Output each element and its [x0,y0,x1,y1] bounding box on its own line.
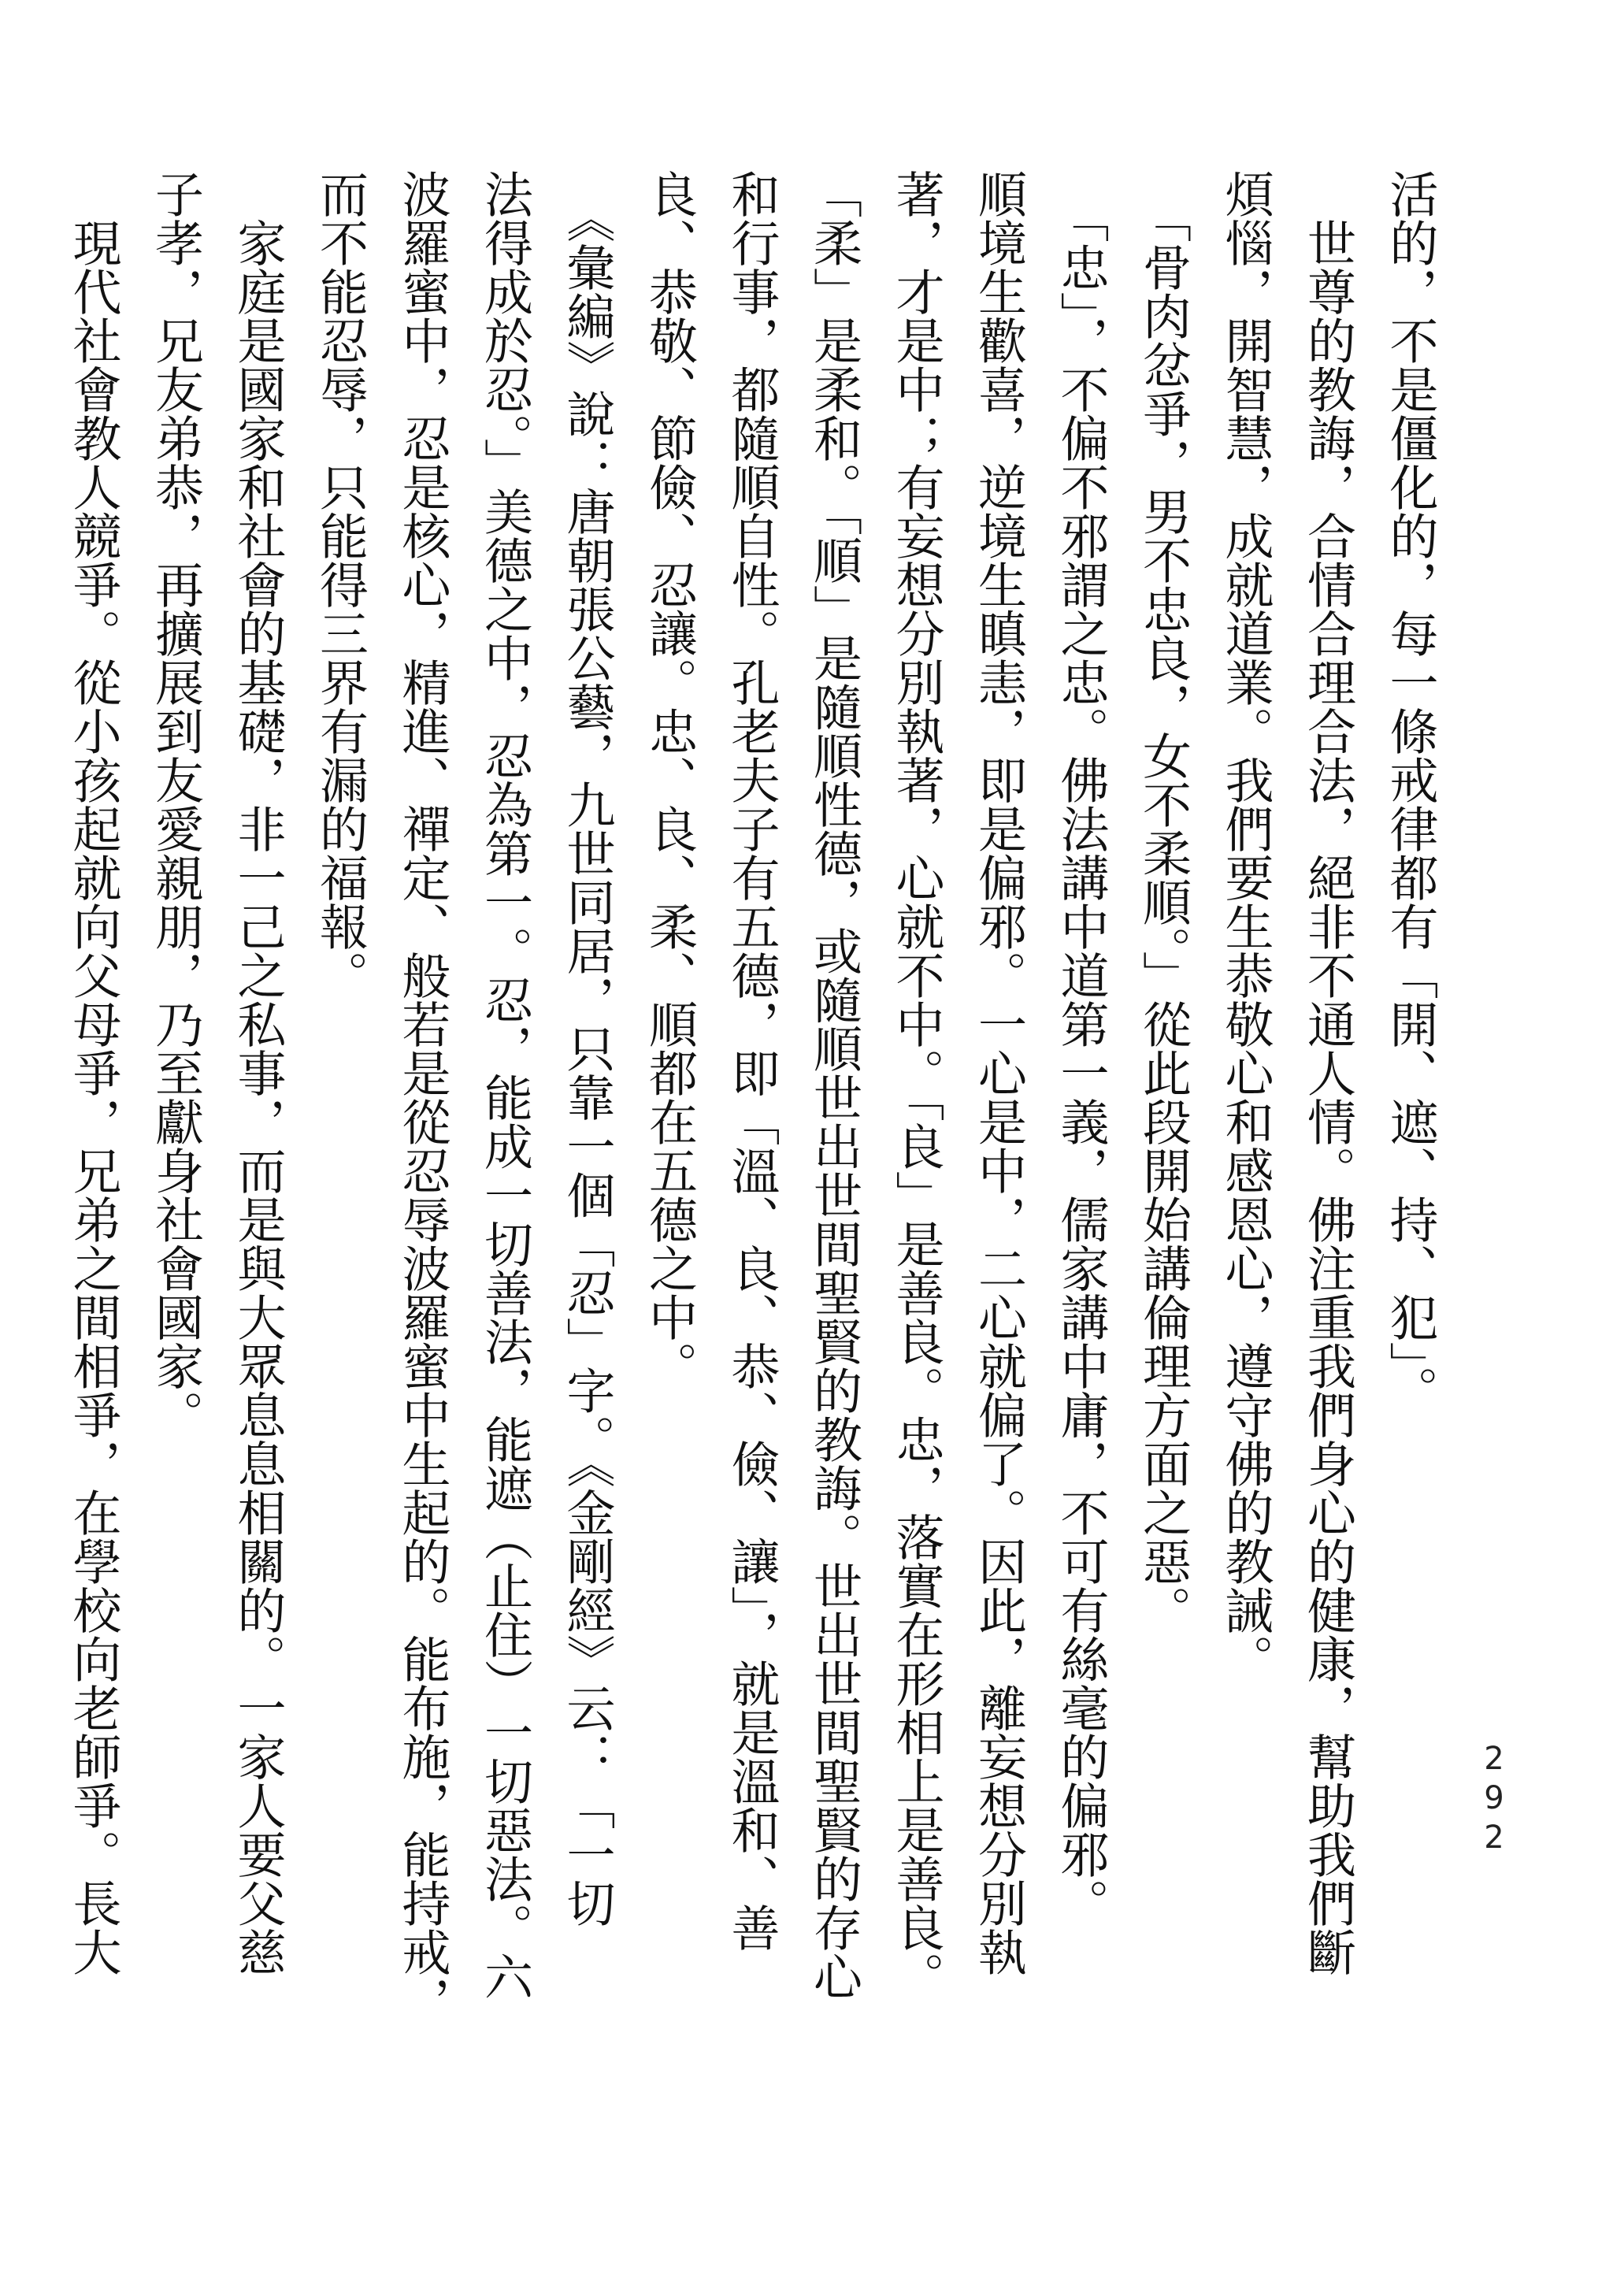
text-line: 子孝，兄友弟恭，再擴展到友愛親朋，乃至獻身社會國家。 [146,169,205,1439]
text-line: 「柔」是柔和。「順」是隨順性德，或隨順世出世間聖賢的教誨。世出世間聖賢的存心 [805,169,863,2001]
text-line: 「骨肉忿爭，男不忠良，女不柔順。」從此段開始講倫理方面之惡。 [1134,169,1192,1634]
text-line: 法得成於忍。」美德之中，忍為第一。忍，能成一切善法，能遮（止住）一切惡法。六 [476,169,534,2001]
text-line: 良、恭敬、節儉、忍讓。忠、良、柔、順都在五德之中。 [640,169,699,1390]
text-line: 家庭是國家和社會的基礎，非一己之私事，而是與大眾息息相關的。一家人要父慈 [229,169,287,1976]
text-line: 世尊的教誨，合情合理合法，絕非不通人情。佛注重我們身心的健康，幫助我們斷 [1299,169,1357,1976]
text-line: 而不能忍辱，只能得三界有漏的福報。 [311,169,369,1000]
text-line: 煩惱，開智慧，成就道業。我們要生恭敬心和感恩心，遵守佛的教誡。 [1217,169,1274,1683]
text-line: 波羅蜜中，忍是核心，精進、禪定、般若是從忍辱波羅蜜中生起的。能布施，能持戒， [394,169,451,2025]
text-line: 《彙編》說：唐朝張公藝，九世同居，只靠一個「忍」字。《金剛經》云：「一切 [558,169,616,1927]
text-line: 順境生歡喜，逆境生瞋恚，即是偏邪。一心是中，二心就偏了。因此，離妄想分別執 [970,169,1028,1976]
text-line: 活的，不是僵化的，每一條戒律都有「開、遮、持、犯」。 [1381,169,1439,1415]
text-line: 「忠」，不偏不邪謂之忠。佛法講中道第一義，儒家講中庸，不可有絲毫的偏邪。 [1052,169,1110,1927]
text-line: 著，才是中；有妄想分別執著，心就不中。「良」是善良。忠，落實在形相上是善良。 [888,169,945,2001]
vertical-text-body [52,169,1452,2296]
text-line: 現代社會教人競爭。從小孩起就向父母爭，兄弟之間相爭，在學校向老師爭。長大 [65,169,122,1976]
page-number: 292 [1476,1741,1512,1859]
text-line: 和行事，都隨順自性。孔老夫子有五德，即「溫、良、恭、儉、讓」，就是溫和、善 [723,169,781,1952]
